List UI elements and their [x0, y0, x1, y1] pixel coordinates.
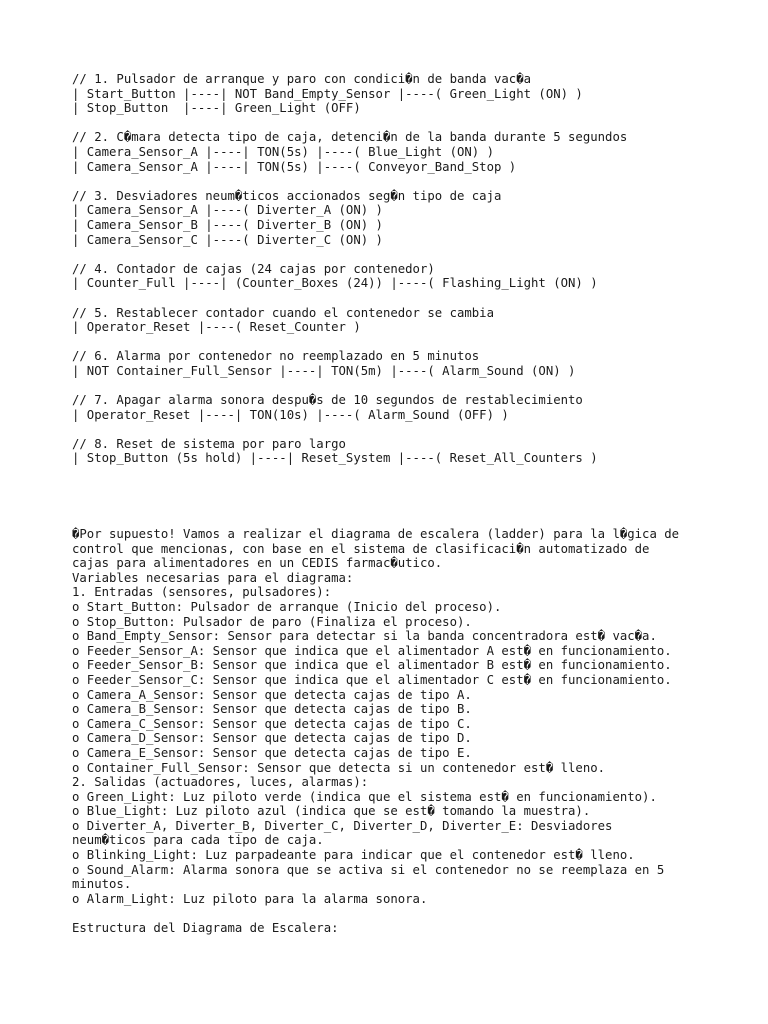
text-line: o Feeder_Sensor_B: Sensor que indica que el alimentador B est� en funcionamiento. [72, 658, 672, 673]
code-line: | Operator_Reset |----( Reset_Counter ) [72, 320, 361, 335]
code-line: // 3. Desviadores neum�ticos accionados seg�n tipo de caja [72, 188, 502, 203]
code-line: // 7. Apagar alarma sonora despu�s de 10 segundos de restablecimiento [72, 393, 583, 408]
text-line: o Camera_E_Sensor: Sensor que detecta cajas de tipo E. [72, 745, 472, 760]
text-line: o Container_Full_Sensor: Sensor que detecta si un contenedor est� lleno. [72, 760, 606, 775]
text-line: o Camera_A_Sensor: Sensor que detecta cajas de tipo A. [72, 687, 472, 702]
text-line: o Band_Empty_Sensor: Sensor para detectar si la banda concentradora est� vac�a. [72, 629, 657, 644]
text-line: o Feeder_Sensor_C: Sensor que indica que el alimentador C est� en funcionamiento. [72, 672, 672, 687]
text-line: o Feeder_Sensor_A: Sensor que indica que el alimentador A est� en funcionamiento. [72, 643, 672, 658]
code-line: | Stop_Button |----| Green_Light (OFF) [72, 101, 361, 116]
text-line: 2. Salidas (actuadores, luces, alarmas): [72, 775, 369, 790]
code-line: | Camera_Sensor_B |----( Diverter_B (ON) ) [72, 217, 383, 232]
code-line: | Camera_Sensor_A |----| TON(5s) |----( Blue_Light (ON) ) [72, 144, 494, 159]
text-blank-line [72, 906, 679, 921]
text-line: Variables necesarias para el diagrama: [72, 570, 354, 585]
code-line: // 6. Alarma por contenedor no reemplazado en 5 minutos [72, 349, 480, 364]
code-blank-line [72, 174, 627, 189]
code-line: // 5. Restablecer contador cuando el contenedor se cambia [72, 305, 494, 320]
code-line: // 1. Pulsador de arranque y paro con condici�n de banda vac�a [72, 72, 532, 86]
code-line: | Operator_Reset |----| TON(10s) |----( Alarm_Sound (OFF) ) [72, 407, 509, 422]
code-blank-line [72, 247, 627, 262]
code-blank-line [72, 116, 627, 131]
text-line: Estructura del Diagrama de Escalera: [72, 921, 339, 936]
code-line: | Camera_Sensor_C |----( Diverter_C (ON) ) [72, 232, 383, 247]
text-line: o Diverter_A, Diverter_B, Diverter_C, Diverter_D, Diverter_E: Desviadores [72, 818, 613, 833]
code-line: | Counter_Full |----| (Counter_Boxes (24)) |----( Flashing_Light (ON) ) [72, 276, 598, 291]
code-line: // 8. Reset de sistema por paro largo [72, 436, 346, 451]
code-blank-line [72, 335, 627, 350]
code-line: | Start_Button |----| NOT Band_Empty_Sensor |----( Green_Light (ON) ) [72, 86, 583, 101]
text-line: o Sound_Alarm: Alarma sonora que se activa si el contenedor no se reemplaza en 5 [72, 862, 665, 877]
text-line: o Blue_Light: Luz piloto azul (indica que se est� tomando la muestra). [72, 804, 591, 819]
text-line: neum�ticos para cada tipo de caja. [72, 833, 324, 848]
text-line: o Camera_D_Sensor: Sensor que detecta cajas de tipo D. [72, 731, 472, 746]
code-line: | Stop_Button (5s hold) |----| Reset_System |----( Reset_All_Counters ) [72, 451, 598, 466]
text-line: o Camera_C_Sensor: Sensor que detecta cajas de tipo C. [72, 716, 472, 731]
code-line: | NOT Container_Full_Sensor |----| TON(5m) |----( Alarm_Sound (ON) ) [72, 363, 576, 378]
text-line: o Green_Light: Luz piloto verde (indica que el sistema est� en funcionamiento). [72, 789, 657, 804]
code-blank-line [72, 422, 627, 437]
text-line: o Camera_B_Sensor: Sensor que detecta cajas de tipo B. [72, 702, 472, 717]
text-line: o Blinking_Light: Luz parpadeante para indicar que el contenedor est� lleno. [72, 848, 635, 863]
text-line: 1. Entradas (sensores, pulsadores): [72, 585, 332, 600]
code-line: // 2. C�mara detecta tipo de caja, detenci�n de la banda durante 5 segundos [72, 130, 628, 145]
text-line: o Alarm_Light: Luz piloto para la alarma sonora. [72, 891, 428, 906]
code-blank-line [72, 291, 627, 306]
text-line: �Por supuesto! Vamos a realizar el diagrama de escalera (ladder) para la l�gica de [72, 527, 680, 541]
ladder-code-block [72, 72, 627, 466]
text-line: o Stop_Button: Pulsador de paro (Finaliza el proceso). [72, 614, 472, 629]
text-line: control que mencionas, con base en el sistema de clasificaci�n automatizado de [72, 541, 650, 556]
explanation-text-block [72, 527, 679, 936]
text-line: o Start_Button: Pulsador de arranque (Inicio del proceso). [72, 599, 502, 614]
text-line: minutos. [72, 877, 132, 892]
code-line: | Camera_Sensor_A |----( Diverter_A (ON) ) [72, 203, 383, 218]
code-line: // 4. Contador de cajas (24 cajas por contenedor) [72, 261, 435, 276]
text-line: cajas para alimentadores en un CEDIS farmac�utico. [72, 556, 443, 571]
code-blank-line [72, 378, 627, 393]
code-line: | Camera_Sensor_A |----| TON(5s) |----( Conveyor_Band_Stop ) [72, 159, 517, 174]
